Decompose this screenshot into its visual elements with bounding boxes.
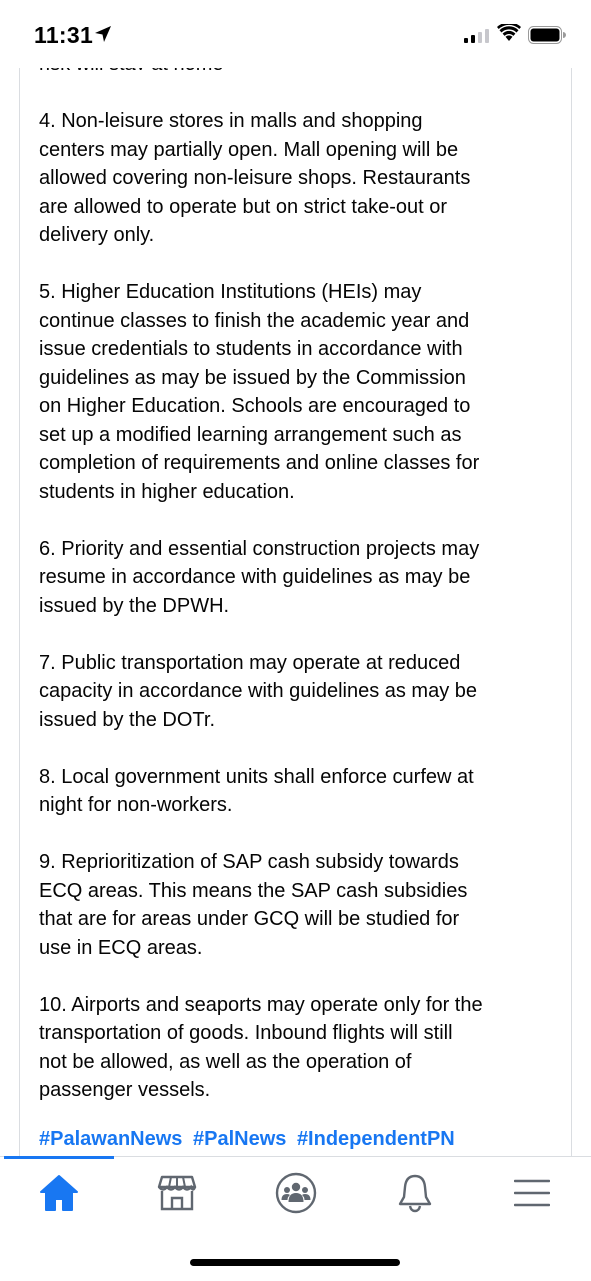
tab-menu[interactable] (500, 1171, 564, 1215)
post-paragraph-6: 6. Priority and essential construction projects may resume in accordance with guidelines as may be issued by the DPWH. (39, 537, 480, 617)
post-paragraph-4: 4. Non-leisure stores in malls and shopping centers may partially open. Mall opening will be allowed covering non-leisure shops. Restaurants are allowed to operate but on strict take-out or delivery only. (39, 110, 471, 246)
post-paragraph-5: 5. Higher Education Institutions (HEIs) may continue classes to finish the academic year and issue credentials to students in accordance with guidelines as may be issued by the Commission on Higher Education. Schools are encouraged to set up a modified learning arrangement such as completion of requirements and online classes for students in higher education. (39, 281, 480, 503)
active-tab-indicator (4, 1156, 114, 1159)
hashtag-link[interactable]: #PalNews (192, 1128, 287, 1150)
post-card (19, 40, 572, 1162)
tab-marketplace[interactable] (145, 1171, 209, 1215)
hashtag-row (39, 1128, 460, 1151)
status-bar (0, 0, 591, 68)
hashtag-link[interactable]: #PalawanNews (39, 1128, 183, 1150)
marketplace-store-icon (157, 1174, 197, 1212)
post-paragraph-8: 8. Local government units shall enforce curfew at night for non-workers. (39, 765, 474, 816)
hamburger-menu-icon (514, 1177, 550, 1209)
cellular-signal-icon (464, 29, 490, 43)
home-icon (39, 1174, 79, 1212)
tab-notifications[interactable] (383, 1171, 447, 1215)
post-paragraph-7: 7. Public transportation may operate at reduced capacity in accordance with guidelines as may be issued by the DOTr. (39, 651, 478, 731)
battery-icon (528, 26, 566, 44)
groups-icon (275, 1172, 317, 1214)
wifi-icon (497, 24, 521, 42)
post-paragraph-9: 9. Reprioritization of SAP cash subsidy towards ECQ areas. This means the SAP cash subsidies that are for areas under GCQ will be studied for use in ECQ areas. (39, 851, 468, 959)
status-time: 11:31 (34, 22, 94, 48)
tab-home[interactable] (27, 1171, 91, 1215)
post-body (39, 40, 559, 1133)
tab-groups[interactable] (264, 1171, 328, 1215)
home-indicator-bar[interactable] (190, 1259, 400, 1266)
post-paragraph-10: 10. Airports and seaports may operate only for the transportation of goods. Inbound flights will still not be allowed, as well as the operation of passenger vessels. (39, 993, 483, 1101)
bell-icon (397, 1173, 433, 1213)
location-arrow-icon (94, 25, 112, 43)
hashtag-link[interactable]: #IndependentPN (296, 1128, 455, 1150)
